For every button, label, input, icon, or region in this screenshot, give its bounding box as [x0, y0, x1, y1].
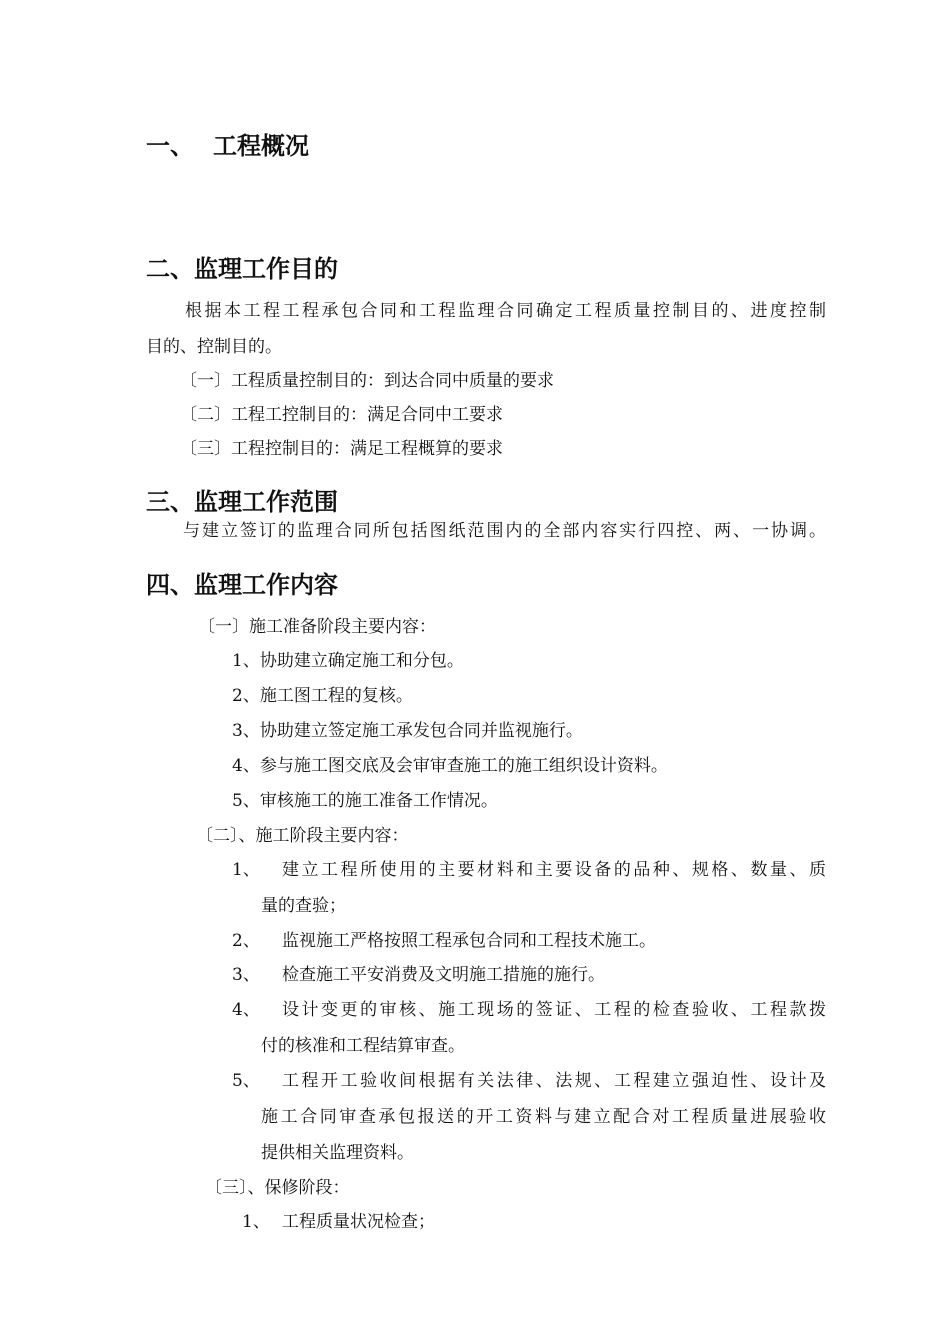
subsection-2-item-1-line-2: 量的查验；: [261, 896, 346, 916]
subsection-1-item-5: 5、审核施工的施工准备工作情况。: [232, 791, 498, 811]
subsection-2-item-4-number: 4、: [232, 1000, 260, 1020]
subsection-2-item-2-number: 2、: [232, 931, 260, 951]
subsection-1-item-4: 4、参与施工图交底及会审审查施工的施工组织设计资料。: [232, 756, 668, 776]
subsection-2-item-2-line-1: 监视施工严格按照工程承包合同和工程技术施工。: [282, 931, 656, 951]
section-2-paragraph-line-1: 根据本工程工程承包合同和工程监理合同确定工程质量控制目的、进度控制: [185, 301, 826, 321]
subsection-2-item-3-line-1: 检查施工平安消费及文明施工措施的施行。: [282, 965, 605, 985]
section-3-paragraph: 与建立签订的监理合同所包括图纸范围内的全部内容实行四控、两、一协调。: [183, 521, 826, 541]
subsection-1-label: 〔一〕施工准备阶段主要内容：: [198, 617, 436, 637]
subsection-2-item-4-line-2: 付的核准和工程结算审查。: [261, 1036, 465, 1056]
section-1-title: 工程概况: [213, 132, 309, 160]
subsection-1-item-2: 2、施工图工程的复核。: [232, 686, 413, 706]
subsection-2-item-3-number: 3、: [232, 965, 260, 985]
subsection-1-item-1: 1、协助建立确定施工和分包。: [232, 651, 464, 671]
subsection-2-item-4-line-1: 设计变更的审核、施工现场的签证、工程的检查验收、工程款拨: [282, 1000, 826, 1020]
subsection-1-item-3: 3、协助建立签定施工承发包合同并监视施行。: [232, 721, 583, 741]
subsection-3-item-1-number: 1、: [242, 1212, 270, 1232]
subsection-2-item-5-line-1: 工程开工验收间根据有关法律、法规、工程建立强迫性、设计及: [282, 1071, 826, 1091]
section-1-number: 一、: [146, 132, 194, 160]
subsection-2-item-5-line-2: 施工合同审查承包报送的开工资料与建立配合对工程质量进展验收: [261, 1107, 826, 1127]
section-2-item-2: 〔二〕工程工控制目的：满足合同中工要求: [180, 405, 503, 425]
section-3-heading: 三、监理工作范围: [146, 488, 338, 516]
subsection-2-item-5-line-3: 提供相关监理资料。: [261, 1143, 414, 1163]
subsection-3-label: 〔三〕、保修阶段：: [205, 1178, 350, 1198]
subsection-2-item-5-number: 5、: [232, 1071, 260, 1091]
subsection-2-item-1-number: 1、: [232, 860, 260, 880]
subsection-2-label: 〔二〕、施工阶段主要内容：: [196, 826, 409, 846]
section-2-item-1: 〔一〕工程质量控制目的：到达合同中质量的要求: [180, 371, 554, 391]
section-2-paragraph-line-2: 目的、控制目的。: [146, 337, 282, 357]
subsection-2-item-1-line-1: 建立工程所使用的主要材料和主要设备的品种、规格、数量、质: [282, 860, 826, 880]
section-4-heading: 四、监理工作内容: [146, 571, 338, 599]
subsection-3-item-1-text: 工程质量状况检查；: [282, 1212, 435, 1232]
section-2-item-3: 〔三〕工程控制目的：满足工程概算的要求: [180, 439, 503, 459]
section-2-heading: 二、监理工作目的: [146, 255, 338, 283]
